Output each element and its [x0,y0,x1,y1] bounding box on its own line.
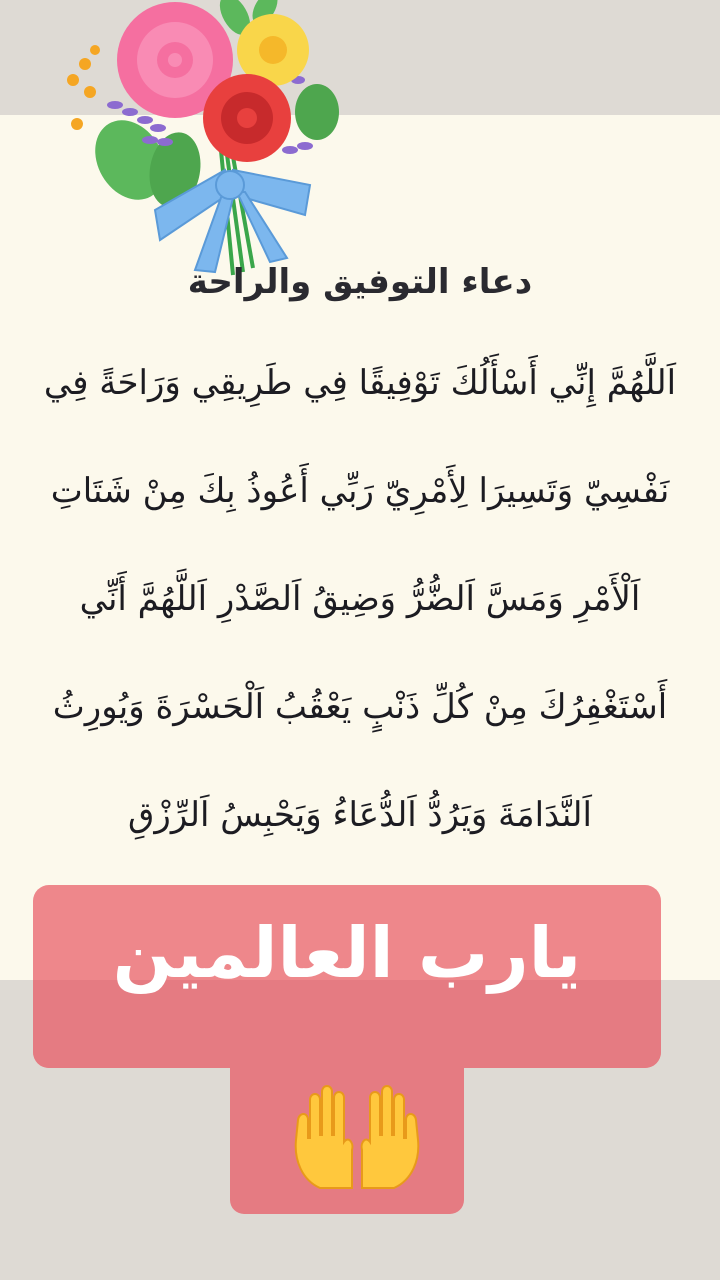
prayer-title: دعاء التوفيق والراحة [187,262,533,302]
prayer-line: نَفْسِيّ وَتَسِيرَا لِأَمْرِيّ رَبِّي أَعُوذُ بِكَ مِنْ شَتَاتِ [50,471,670,511]
prayer-line: اَلنَّدَامَةَ وَيَرُدُّ اَلدُّعَاءُ وَيَحْبِسُ اَلرِّزْقِ [128,795,592,835]
prayer-line: أَسْتَغْفِرُكَ مِنْ كُلِّ ذَنْبٍ يَعْقُبُ اَلْحَسْرَةَ وَيُورِثُ [52,687,668,727]
flower-bouquet-icon [55,0,355,285]
prayer-line: اَللَّهُمَّ إِنِّي أَسْأَلُكَ تَوْفِيقًا فِي طَرِيقِي وَرَاحَةً فِي [43,363,677,403]
prayer-text [10,338,710,878]
banner-text: يارب العالمين [112,912,582,994]
prayer-line: اَلْأَمْرِ وَمَسَّ اَلضُّرُّ وَضِيقُ اَلصَّدْرِ اَللَّهُمَّ أَنِّي [79,579,641,619]
palms-up-together-icon [290,1080,424,1190]
